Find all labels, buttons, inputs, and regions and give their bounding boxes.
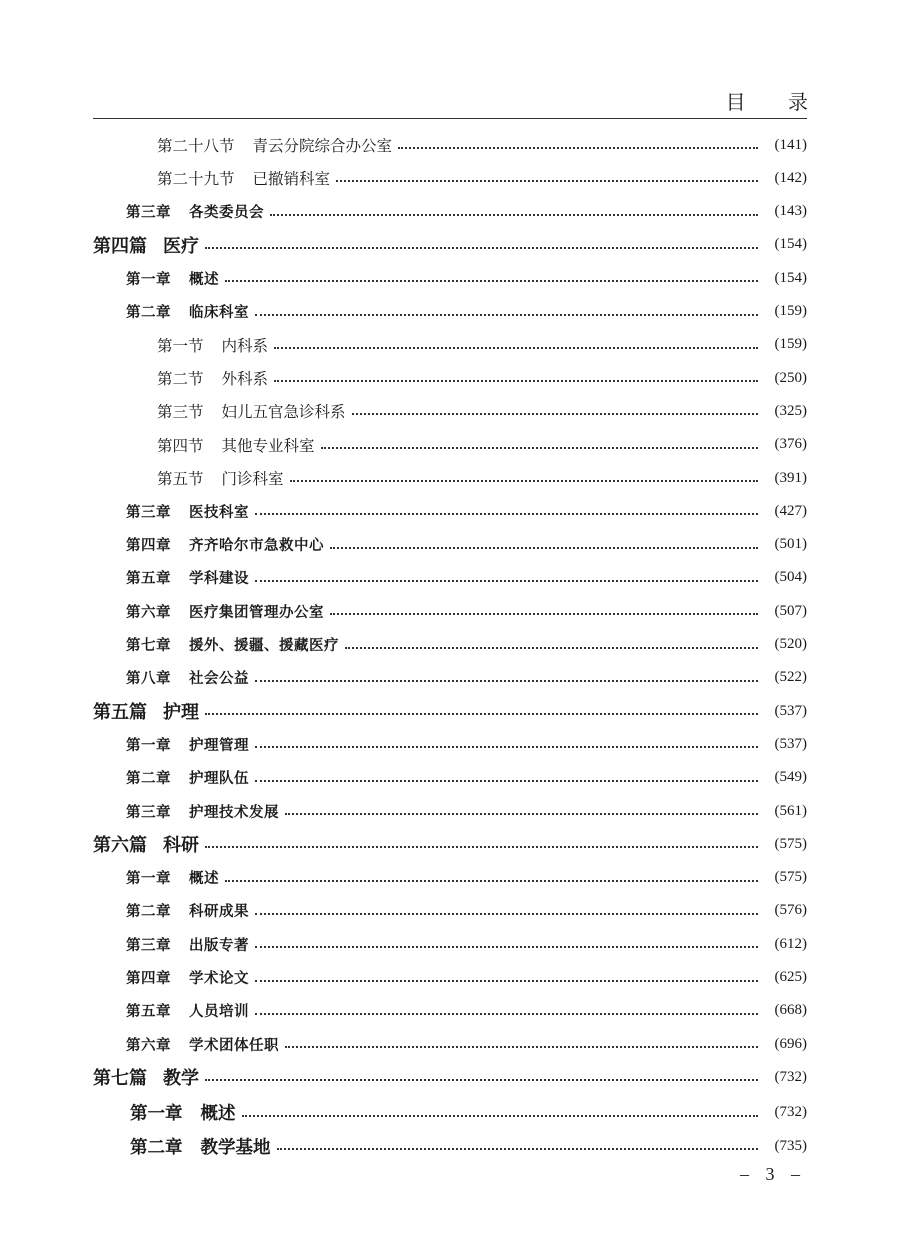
toc-entry-page: (143) [774, 203, 807, 220]
toc-entry-number: 第七章 [126, 637, 171, 654]
toc-entry-number: 第四节 [157, 436, 204, 455]
toc-entry-heading [126, 667, 249, 688]
toc-entry-title: 概述 [189, 870, 219, 888]
toc-leader-dots [255, 580, 758, 582]
toc-entry-number: 第四章 [126, 970, 171, 987]
toc-entry-heading [126, 767, 249, 788]
toc-entry-page: (141) [774, 136, 807, 153]
toc-leader-dots [255, 746, 758, 748]
toc-entry-title: 齐齐哈尔市急救中心 [189, 537, 324, 555]
toc-entry-title: 医技科室 [189, 503, 249, 521]
toc-entry-page: (250) [774, 369, 807, 386]
toc-entry-page: (507) [774, 602, 807, 619]
toc-entry[interactable] [0, 794, 900, 828]
toc-entry-heading [126, 867, 219, 888]
toc-entry-heading [93, 1064, 199, 1090]
toc-entry[interactable] [0, 228, 900, 262]
toc-entry[interactable] [0, 761, 900, 795]
toc-entry-number: 第二章 [126, 304, 171, 321]
toc-entry-number: 第五章 [126, 1003, 171, 1021]
toc-leader-dots [277, 1148, 759, 1150]
toc-entry[interactable] [0, 827, 900, 861]
toc-entry-number: 第五节 [157, 470, 204, 488]
toc-entry-number: 第七篇 [93, 1068, 147, 1090]
toc-entry-number: 第五章 [126, 570, 171, 588]
toc-entry-page: (427) [774, 502, 807, 519]
toc-entry-title: 护理技术发展 [189, 803, 279, 821]
toc-entry-title: 概述 [200, 1104, 236, 1125]
toc-entry-page: (612) [774, 935, 807, 952]
toc-entry-page: (735) [774, 1137, 807, 1154]
toc-entry-heading [126, 534, 324, 555]
toc-entry[interactable] [0, 927, 900, 961]
toc-entry-number: 第八章 [126, 670, 171, 688]
toc-entry[interactable] [0, 295, 900, 329]
toc-leader-dots [290, 480, 758, 482]
toc-entry[interactable] [0, 661, 900, 695]
toc-entry[interactable] [0, 628, 900, 662]
toc-entry-heading [157, 167, 330, 189]
toc-entry-title: 外科系 [221, 370, 269, 389]
toc-entry-number: 第六章 [126, 1036, 171, 1054]
toc-entry-number: 第二章 [130, 1137, 183, 1158]
toc-entry-heading [126, 967, 249, 988]
toc-leader-dots [255, 680, 758, 682]
toc-entry-number: 第三章 [126, 803, 171, 821]
toc-entry-title: 学科建设 [189, 570, 249, 588]
toc-entry-heading [157, 367, 268, 389]
toc-entry-title: 内科系 [221, 336, 269, 355]
toc-entry-heading [93, 232, 199, 258]
toc-leader-dots [255, 913, 758, 915]
toc-entry-number: 第二章 [126, 903, 171, 921]
toc-entry-title: 已撤销科室 [252, 170, 331, 189]
toc-entry-title: 科研成果 [189, 903, 249, 921]
toc-entry-heading [126, 1034, 279, 1055]
toc-entry-title: 医疗集团管理办公室 [189, 603, 324, 621]
toc-entry-heading [130, 1134, 271, 1159]
toc-entry-title: 教学基地 [200, 1137, 271, 1158]
toc-entry[interactable] [0, 128, 900, 162]
toc-entry-number: 第二节 [157, 370, 204, 389]
toc-entry-heading [126, 900, 249, 921]
toc-entry-heading [126, 268, 219, 289]
toc-entry-title: 青云分院综合办公室 [252, 137, 393, 155]
toc-entry-number: 第一章 [130, 1104, 183, 1125]
toc-entry-title: 各类委员会 [189, 204, 264, 222]
toc-entry-number: 第二十九节 [157, 170, 235, 189]
toc-leader-dots [285, 813, 758, 815]
toc-entry[interactable] [0, 1129, 900, 1163]
toc-entry-number: 第三节 [157, 403, 204, 422]
toc-entry-heading [93, 698, 199, 724]
toc-entry-title: 临床科室 [189, 304, 249, 321]
toc-entry-number: 第六章 [126, 603, 171, 621]
toc-leader-dots [205, 846, 758, 848]
toc-entry-heading [93, 831, 199, 857]
toc-entry-title: 门诊科室 [221, 470, 284, 488]
header-rule [93, 118, 807, 119]
toc-entry[interactable] [0, 494, 900, 528]
toc-entry-number: 第一章 [126, 870, 171, 888]
toc-entry[interactable] [0, 394, 900, 428]
toc-entry-page: (159) [774, 303, 807, 319]
toc-entry-number: 第三章 [126, 936, 171, 954]
running-header-title: 目 录 [725, 90, 826, 114]
toc-entry[interactable] [0, 1096, 900, 1130]
toc-entry-page: (501) [774, 536, 807, 553]
toc-entry-page: (154) [774, 236, 807, 253]
toc-leader-dots [336, 180, 758, 182]
toc-entry-number: 第一章 [126, 736, 171, 754]
toc-entry-title: 医疗 [163, 235, 199, 257]
toc-entry-title: 护理 [163, 702, 199, 724]
toc-entry[interactable] [0, 694, 900, 728]
toc-leader-dots [205, 1079, 758, 1081]
toc-entry-heading [126, 601, 324, 622]
toc-entry-page: (520) [774, 636, 807, 652]
toc-leader-dots [255, 980, 758, 982]
toc-entry-title: 护理队伍 [189, 770, 249, 788]
toc-entry-number: 第一章 [126, 270, 171, 288]
toc-leader-dots [398, 147, 758, 149]
toc-entry-title: 概述 [189, 270, 219, 288]
toc-entry[interactable] [0, 195, 900, 229]
toc-entry-page: (142) [774, 169, 807, 186]
toc-entry-number: 第六篇 [93, 835, 147, 857]
toc-entry[interactable] [0, 861, 900, 895]
toc-entry-title: 社会公益 [189, 670, 249, 688]
toc-entry-heading [157, 467, 284, 489]
toc-entry[interactable] [0, 261, 900, 295]
toc-entry-page: (625) [774, 969, 807, 985]
toc-leader-dots [255, 513, 758, 515]
toc-entry[interactable] [0, 727, 900, 761]
toc-entry[interactable] [0, 1060, 900, 1094]
toc-entry-page: (504) [774, 569, 807, 586]
toc-entry-page: (575) [774, 869, 807, 886]
toc-entry-title: 其他专业科室 [221, 436, 315, 455]
toc-entry-page: (696) [774, 1035, 807, 1052]
toc-entry-page: (575) [774, 835, 807, 852]
toc-entry[interactable] [0, 994, 900, 1028]
toc-entry-page: (522) [774, 669, 807, 686]
toc-leader-dots [330, 547, 758, 549]
toc-entry-number: 第三章 [126, 204, 171, 222]
toc-entry-heading [126, 801, 279, 822]
toc-entry-heading [126, 501, 249, 522]
toc-entry-number: 第四篇 [93, 235, 147, 257]
toc-entry-heading [157, 134, 392, 156]
toc-entry[interactable] [0, 361, 900, 395]
toc-entry-number: 第二章 [126, 770, 171, 788]
toc-entry-title: 妇儿五官急诊科系 [221, 403, 346, 422]
toc-entry-page: (325) [774, 402, 807, 419]
toc-entry-heading [130, 1100, 236, 1125]
page-number: – 3 – [740, 1164, 806, 1184]
toc-entry-page: (549) [774, 769, 807, 786]
toc-leader-dots [285, 1046, 758, 1048]
toc-leader-dots [274, 380, 758, 382]
toc-entry-page: (154) [774, 269, 807, 286]
toc-entry-heading [126, 201, 264, 222]
toc-leader-dots [205, 247, 758, 249]
toc-entry-heading [126, 301, 249, 322]
toc-entry-number: 第四章 [126, 537, 171, 555]
toc-entry-heading [126, 634, 339, 655]
toc-entry-heading [157, 334, 268, 356]
toc-leader-dots [255, 314, 758, 316]
toc-leader-dots [205, 713, 758, 715]
toc-leader-dots [242, 1115, 759, 1117]
toc-entry[interactable] [0, 528, 900, 562]
toc-entry-page: (732) [774, 1104, 807, 1121]
toc-leader-dots [352, 413, 758, 415]
toc-leader-dots [255, 1013, 758, 1015]
toc-leader-dots [225, 880, 758, 882]
toc-leader-dots [274, 347, 758, 349]
toc-entry-number: 第五篇 [93, 702, 147, 724]
toc-entry-page: (561) [774, 802, 807, 819]
toc-entry-page: (537) [774, 735, 807, 752]
toc-entry-heading [126, 1000, 249, 1021]
toc-entry[interactable] [0, 428, 900, 462]
toc-entry-number: 第三章 [126, 503, 171, 521]
toc-entry-page: (376) [774, 436, 807, 453]
toc-entry-title: 教学 [163, 1068, 199, 1090]
toc-entry[interactable] [0, 161, 900, 195]
toc-entry-number: 第二十八节 [157, 137, 235, 155]
toc-entry-title: 学术团体任职 [189, 1036, 279, 1054]
toc-entry-page: (732) [774, 1068, 807, 1085]
toc-entry-page: (668) [774, 1002, 807, 1019]
toc-entry-heading [157, 400, 346, 422]
toc-entry-title: 人员培训 [189, 1003, 249, 1021]
toc-leader-dots [255, 780, 758, 782]
toc-entry-heading [126, 734, 249, 755]
toc-leader-dots [225, 280, 758, 282]
toc-entry-heading [126, 567, 249, 588]
toc-entry-page: (576) [774, 902, 807, 919]
toc-entry-title: 学术论文 [189, 970, 249, 987]
toc-leader-dots [270, 214, 758, 216]
toc-entry[interactable] [0, 328, 900, 362]
toc-entry-title: 援外、援疆、援藏医疗 [189, 637, 339, 654]
toc-entry[interactable] [0, 594, 900, 628]
toc-entry-page: (391) [774, 469, 807, 486]
toc-entry-title: 护理管理 [189, 736, 249, 754]
toc-leader-dots [321, 447, 758, 449]
toc-entry[interactable] [0, 1027, 900, 1061]
toc-entry[interactable] [0, 461, 900, 495]
toc-entry[interactable] [0, 961, 900, 995]
toc-entry-page: (537) [774, 702, 807, 719]
toc-entry-heading [126, 934, 249, 955]
toc-leader-dots [330, 613, 758, 615]
toc-entry-heading [157, 434, 315, 456]
toc-entry-number: 第一节 [157, 336, 204, 355]
toc-entry-page: (159) [774, 336, 807, 353]
toc-leader-dots [255, 946, 758, 948]
toc-leader-dots [345, 647, 758, 649]
toc-entry[interactable] [0, 561, 900, 595]
toc-entry-title: 科研 [163, 835, 199, 857]
toc-entry-title: 出版专著 [189, 936, 249, 954]
toc-entry[interactable] [0, 894, 900, 928]
